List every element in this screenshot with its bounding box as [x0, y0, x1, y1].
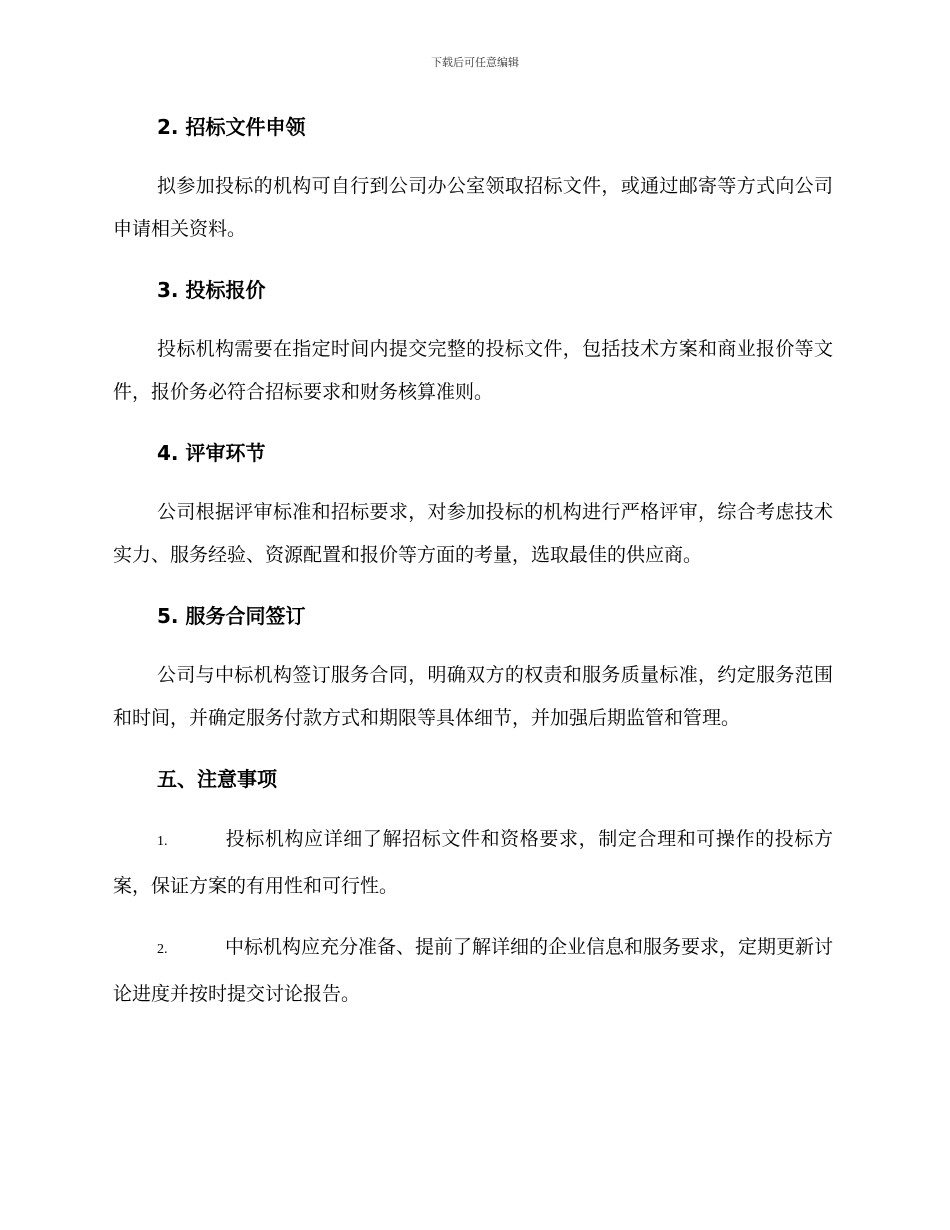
notes-heading: 五、注意事项 — [157, 767, 277, 791]
section-paragraph: 拟参加投标的机构可自行到公司办公室领取招标文件，或通过邮寄等方式向公司申请相关资料。 — [113, 175, 833, 240]
section-paragraph: 公司根据评审标准和招标要求，对参加投标的机构进行严格评审，综合考虑技术实力、服务经验、资源配置和报价等方面的考量，选取最佳的供应商。 — [113, 501, 833, 566]
list-number: 2. — [157, 942, 168, 957]
list-item — [113, 817, 833, 908]
page-header: 下载后可任意编辑 — [431, 56, 519, 69]
section-heading: 3. 投标报价 — [157, 278, 266, 302]
section-heading: 5. 服务合同签订 — [157, 604, 306, 628]
list-item-text: 投标机构应详细了解招标文件和资格要求，制定合理和可操作的投标方案，保证方案的有用性和可行性。 — [113, 828, 833, 897]
list-number: 1. — [157, 834, 168, 849]
section-heading: 4. 评审环节 — [157, 441, 266, 465]
list-item — [113, 925, 833, 1016]
section-paragraph: 投标机构需要在指定时间内提交完整的投标文件，包括技术方案和商业报价等文件，报价务必符合招标要求和财务核算准则。 — [113, 338, 833, 403]
list-item-text: 中标机构应充分准备、提前了解详细的企业信息和服务要求，定期更新讨论进度并按时提交讨论报告。 — [113, 936, 834, 1005]
section-paragraph: 公司与中标机构签订服务合同，明确双方的权责和服务质量标准，约定服务范围和时间，并确定服务付款方式和期限等具体细节，并加强后期监管和管理。 — [113, 664, 833, 729]
section-heading: 2. 招标文件申领 — [157, 115, 306, 139]
document-body — [113, 105, 833, 1016]
